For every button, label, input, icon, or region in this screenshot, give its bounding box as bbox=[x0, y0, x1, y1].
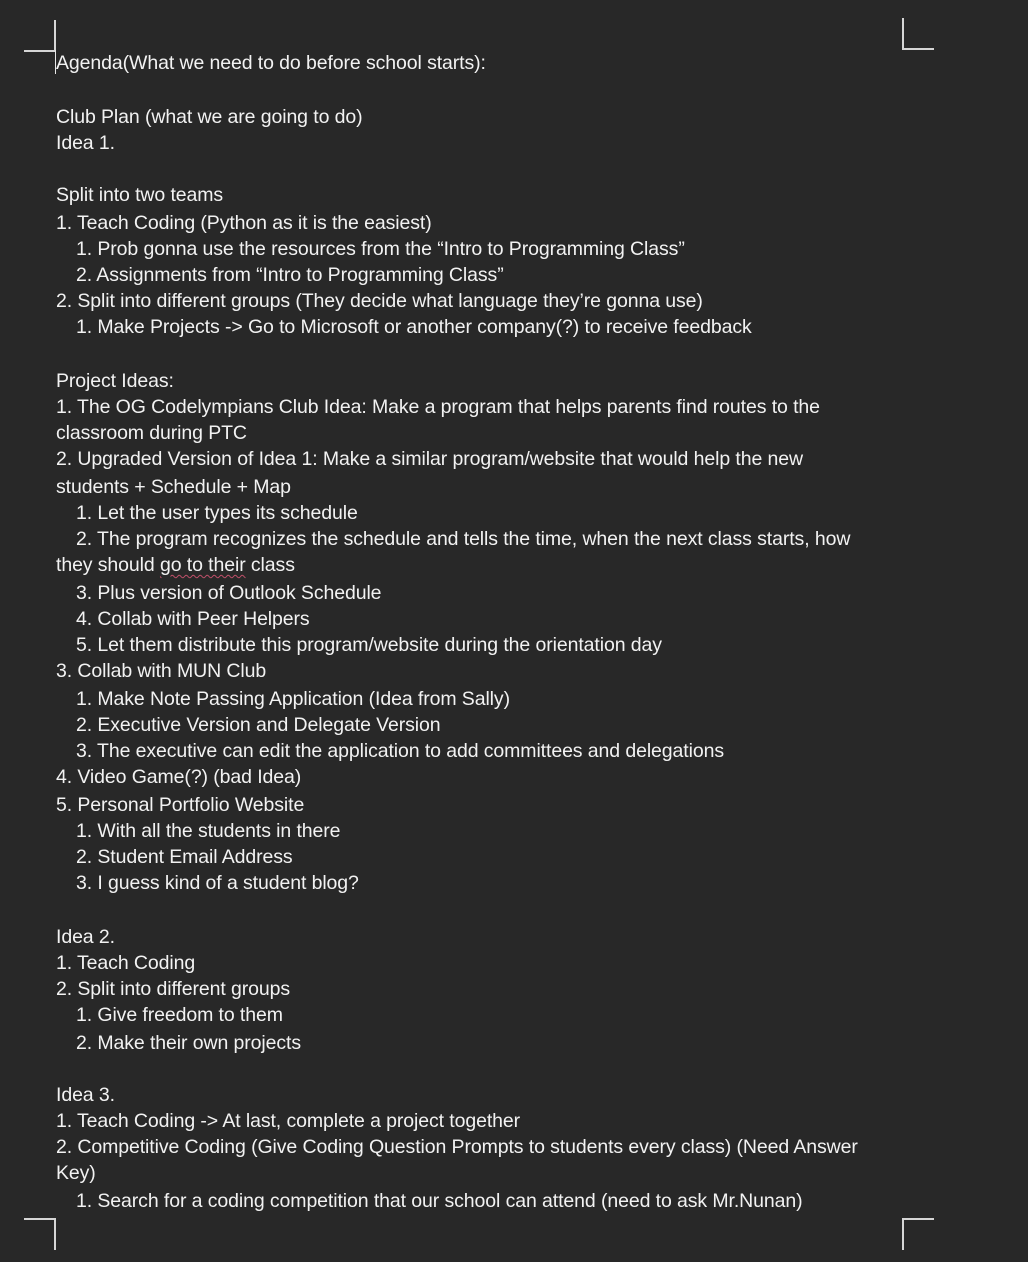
idea2-item2-sub1[interactable]: 1. Give freedom to them bbox=[76, 1004, 283, 1026]
idea3-item2-line1[interactable]: 2. Competitive Coding (Give Coding Question Prompts to students every class) (Need Answer bbox=[56, 1136, 858, 1158]
idea3-item1[interactable]: 1. Teach Coding -> At last, complete a project together bbox=[56, 1110, 521, 1132]
project2-sub5[interactable]: 5. Let them distribute this program/website during the orientation day bbox=[76, 634, 662, 656]
project2-sub3[interactable]: 3. Plus version of Outlook Schedule bbox=[76, 582, 382, 604]
idea1-team2-sub1[interactable]: 1. Make Projects -> Go to Microsoft or another company(?) to receive feedback bbox=[76, 316, 752, 338]
project1-line1[interactable]: 1. The OG Codelympians Club Idea: Make a program that helps parents find routes to the bbox=[56, 396, 820, 418]
project3-sub2[interactable]: 2. Executive Version and Delegate Version bbox=[76, 714, 441, 736]
idea1-team2[interactable]: 2. Split into different groups (They decide what language they’re gonna use) bbox=[56, 290, 703, 312]
top-left-margin-mark bbox=[24, 20, 56, 52]
project3-sub1[interactable]: 1. Make Note Passing Application (Idea from Sally) bbox=[76, 688, 510, 710]
project3[interactable]: 3. Collab with MUN Club bbox=[56, 660, 267, 682]
idea2-title[interactable]: Idea 2. bbox=[56, 926, 115, 948]
project2-sub2-line1[interactable]: 2. The program recognizes the schedule and tells the time, when the next class starts, how bbox=[76, 528, 851, 550]
project5-sub3[interactable]: 3. I guess kind of a student blog? bbox=[76, 872, 359, 894]
idea1-team1-sub1[interactable]: 1. Prob gonna use the resources from the “Intro to Programming Class” bbox=[76, 238, 685, 260]
text-run: they should bbox=[56, 554, 160, 576]
idea1-split[interactable]: Split into two teams bbox=[56, 184, 224, 206]
idea2-item2[interactable]: 2. Split into different groups bbox=[56, 978, 291, 1000]
spelling-error-highlight[interactable]: go to their bbox=[159, 554, 246, 576]
project-ideas-title[interactable]: Project Ideas: bbox=[56, 370, 174, 392]
club-plan-line[interactable]: Club Plan (what we are going to do) bbox=[56, 106, 363, 128]
idea2-item2-sub2[interactable]: 2. Make their own projects bbox=[76, 1032, 302, 1054]
project2-line2[interactable]: students + Schedule + Map bbox=[56, 476, 291, 498]
idea3-item2-sub1[interactable]: 1. Search for a coding competition that our school can attend (need to ask Mr.Nunan) bbox=[76, 1190, 803, 1212]
idea3-item2-line2[interactable]: Key) bbox=[56, 1162, 96, 1184]
project3-sub3[interactable]: 3. The executive can edit the application to add committees and delegations bbox=[76, 740, 724, 762]
text-run: class bbox=[245, 554, 295, 576]
project2-sub2-line2[interactable] bbox=[56, 552, 295, 578]
project1-line2[interactable]: classroom during PTC bbox=[56, 422, 247, 444]
project4[interactable]: 4. Video Game(?) (bad Idea) bbox=[56, 766, 302, 788]
top-right-margin-mark bbox=[902, 18, 934, 50]
bottom-left-margin-mark bbox=[24, 1218, 56, 1250]
bottom-right-margin-mark bbox=[902, 1218, 934, 1250]
agenda-heading[interactable]: Agenda(What we need to do before school starts): bbox=[56, 52, 486, 74]
project5-sub2[interactable]: 2. Student Email Address bbox=[76, 846, 293, 868]
project2-sub1[interactable]: 1. Let the user types its schedule bbox=[76, 502, 358, 524]
project2-line1[interactable]: 2. Upgraded Version of Idea 1: Make a similar program/website that would help the new bbox=[56, 448, 804, 470]
idea1-team1[interactable]: 1. Teach Coding (Python as it is the easiest) bbox=[56, 212, 432, 234]
idea1-title[interactable]: Idea 1. bbox=[56, 132, 115, 154]
idea1-team1-sub2[interactable]: 2. Assignments from “Intro to Programming Class” bbox=[76, 264, 504, 286]
project5[interactable]: 5. Personal Portfolio Website bbox=[56, 794, 305, 816]
project5-sub1[interactable]: 1. With all the students in there bbox=[76, 820, 341, 842]
project2-sub4[interactable]: 4. Collab with Peer Helpers bbox=[76, 608, 310, 630]
idea3-title[interactable]: Idea 3. bbox=[56, 1084, 115, 1106]
idea2-item1[interactable]: 1. Teach Coding bbox=[56, 952, 196, 974]
